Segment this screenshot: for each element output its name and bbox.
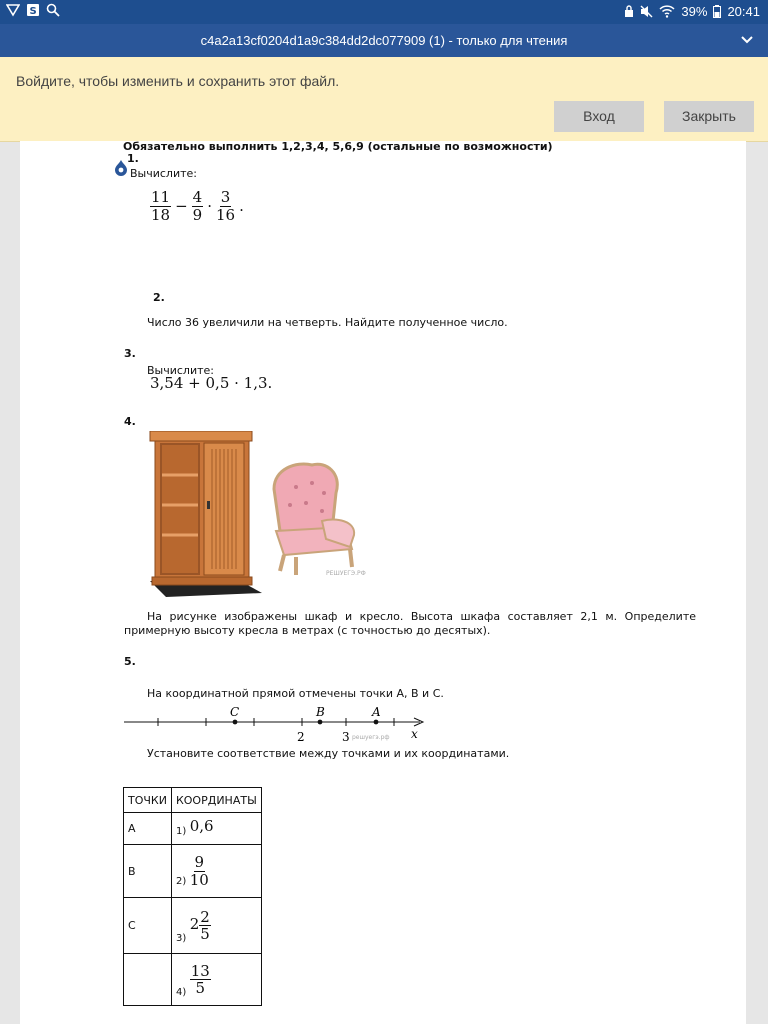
numerator: 9 xyxy=(194,853,205,871)
lock-icon xyxy=(624,5,634,18)
question-3-expression: 3,54 + 0,5 · 1,3. xyxy=(150,374,273,392)
tick-label-2: 2 xyxy=(297,730,305,744)
document-title: c4a2a13cf0204d1a9c384dd2dc077909 (1) - только для чтения xyxy=(200,33,568,48)
point-a xyxy=(374,720,379,725)
armchair xyxy=(274,464,354,575)
question-3-prompt: Вычислите: xyxy=(147,364,214,377)
denominator: 16 xyxy=(216,205,236,224)
operator: − xyxy=(175,197,188,215)
fraction xyxy=(192,189,204,223)
axis-label-x: x xyxy=(411,727,418,741)
denominator: 9 xyxy=(192,205,203,224)
question-3-number: 3. xyxy=(124,347,136,360)
question-5-text: На координатной прямой отмечены точки A, B и C. xyxy=(147,687,444,700)
question-4-number: 4. xyxy=(124,415,136,428)
table-row xyxy=(124,954,262,1006)
point-cell: B xyxy=(124,845,172,898)
chevron-down-icon[interactable] xyxy=(740,31,754,49)
question-4-text: На рисунке изображены шкаф и кресло. Высота шкафа составляет 2,1 м. Определите примерную высоту кресла в метрах (с точностью до десятых). xyxy=(124,610,696,637)
coordinate-cell xyxy=(171,813,261,845)
option-index: 1) xyxy=(175,825,187,837)
document-title-bar xyxy=(0,24,768,57)
coordinate-fraction xyxy=(190,854,209,888)
assignment-heading: Обязательно выполнить 1,2,3,4, 5,6,9 (остальные по возможности) xyxy=(123,141,553,153)
question-1-prompt: Вычислите: xyxy=(130,167,197,180)
header-points: ТОЧКИ xyxy=(124,788,172,813)
axis-watermark: решуегэ.рф xyxy=(352,734,390,741)
text-cursor-handle-icon[interactable] xyxy=(114,159,128,177)
svg-text:S: S xyxy=(29,6,37,17)
login-button[interactable]: Вход xyxy=(554,101,644,132)
battery-icon xyxy=(713,5,721,18)
banner-message: Войдите, чтобы изменить и сохранить этот файл. xyxy=(16,73,340,89)
table-row xyxy=(124,813,262,845)
wardrobe-and-armchair-image xyxy=(146,431,366,599)
tick-label-3: 3 xyxy=(342,730,350,744)
battery-percent: 39% xyxy=(681,4,708,19)
image-icon xyxy=(26,3,40,17)
question-1-number: 1. xyxy=(127,152,139,165)
denominator: 5 xyxy=(200,925,210,943)
numerator: 3 xyxy=(220,188,231,206)
denominator: 18 xyxy=(151,205,171,224)
point-cell xyxy=(124,954,172,1006)
status-bar xyxy=(0,0,768,24)
close-button[interactable]: Закрыть xyxy=(664,101,754,132)
coordinate-whole: 2 xyxy=(189,914,200,933)
operator: · xyxy=(207,197,212,215)
numerator: 11 xyxy=(151,188,171,206)
option-index: 4) xyxy=(175,986,187,998)
label-c: C xyxy=(230,705,240,719)
coordinate-cell xyxy=(171,954,261,1006)
table-row xyxy=(124,898,262,954)
coordinate-cell xyxy=(171,845,261,898)
question-2-text: Число 36 увеличили на четверть. Найдите полученное число. xyxy=(147,316,508,329)
option-index: 3) xyxy=(175,932,187,944)
point-cell: C xyxy=(124,898,172,954)
question-5-instruction: Установите соответствие между точками и их координатами. xyxy=(147,747,510,760)
table-row xyxy=(124,788,262,813)
question-2-number: 2. xyxy=(153,291,165,304)
label-a: A xyxy=(372,705,381,719)
coordinate-fraction xyxy=(199,909,211,943)
image-watermark: РЕШУЕГЭ.РФ xyxy=(326,570,366,577)
mute-icon xyxy=(640,5,653,18)
coordinate-fraction xyxy=(190,963,211,997)
coordinate-line xyxy=(124,703,428,745)
coordinate-cell xyxy=(171,898,261,954)
clock: 20:41 xyxy=(727,4,760,19)
search-icon xyxy=(46,3,60,17)
period: . xyxy=(239,197,244,215)
option-index: 2) xyxy=(175,876,187,887)
matching-table xyxy=(123,787,262,1006)
numerator: 2 xyxy=(200,907,210,926)
document-page[interactable] xyxy=(20,141,746,1024)
sign-in-banner xyxy=(0,57,768,142)
wardrobe xyxy=(150,431,252,585)
denominator: 10 xyxy=(189,870,209,889)
fraction xyxy=(150,189,171,223)
header-coordinates: КООРДИНАТЫ xyxy=(171,788,261,813)
point-c xyxy=(233,720,238,725)
question-5-number: 5. xyxy=(124,655,136,668)
table-row xyxy=(124,845,262,898)
fraction xyxy=(216,189,235,223)
label-b: B xyxy=(316,705,325,719)
wifi-icon xyxy=(659,5,675,18)
point-b xyxy=(318,720,323,725)
denominator: 5 xyxy=(195,979,206,997)
coordinate-value: 0,6 xyxy=(189,816,214,835)
vpn-icon xyxy=(6,3,20,17)
numerator: 4 xyxy=(192,188,203,206)
numerator: 13 xyxy=(190,961,210,980)
point-cell: A xyxy=(124,813,172,845)
question-1-expression xyxy=(150,189,244,223)
